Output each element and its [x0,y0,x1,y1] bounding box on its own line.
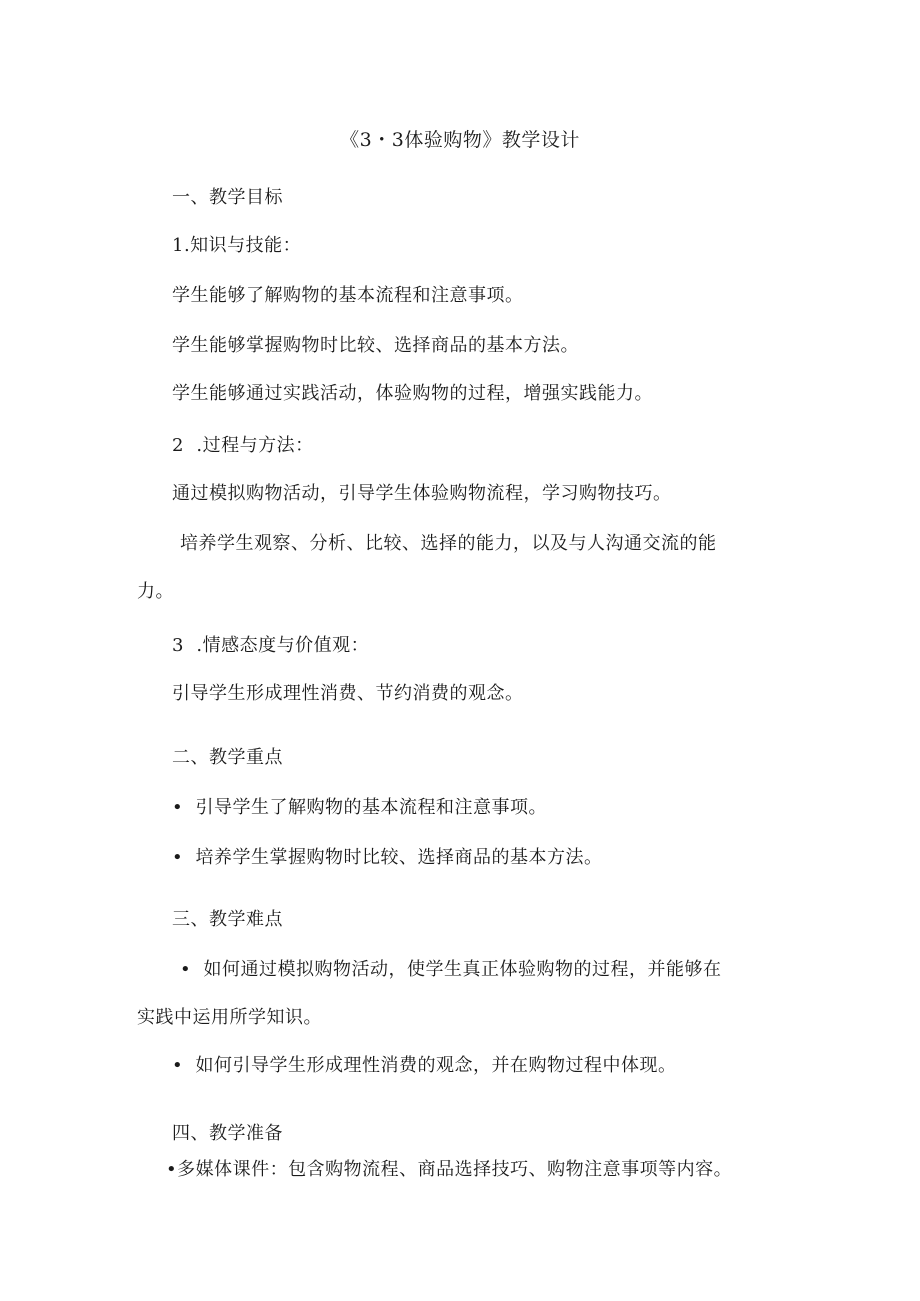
paragraph: 通过模拟购物活动，引导学生体验购物流程，学习购物技巧。 [172,483,672,504]
list-item: • 如何通过模拟购物活动，使学生真正体验购物的过程，并能够在 [180,959,722,980]
section-heading-preparation: 四、教学准备 [172,1123,283,1144]
section-heading-difficulties: 三、教学难点 [172,909,283,930]
subheading-knowledge-skills: 1.知识与技能： [172,235,302,256]
paragraph: 培养学生观察、分析、比较、选择的能力，以及与人沟通交流的能 [180,533,717,554]
list-item: • 培养学生掌握购物时比较、选择商品的基本方法。 [172,847,603,868]
paragraph-continuation: 力。 [137,581,174,602]
paragraph: 引导学生形成理性消费、节约消费的观念。 [172,683,524,704]
paragraph: 学生能够通过实践活动，体验购物的过程，增强实践能力。 [172,383,653,404]
list-item: • 引导学生了解购物的基本流程和注意事项。 [172,797,548,818]
list-item-continuation: 实践中运用所学知识。 [137,1007,322,1028]
subheading-emotion-values: 3 .情感态度与价值观： [172,635,370,656]
section-heading-objectives: 一、教学目标 [172,187,283,208]
subheading-process-methods: 2 .过程与方法： [172,435,314,456]
document-title: 《3・3体验购物》教学设计 [340,129,580,151]
list-item: • 如何引导学生形成理性消费的观念，并在购物过程中体现。 [172,1055,677,1076]
section-heading-key-points: 二、教学重点 [172,747,283,768]
list-item: •多媒体课件：包含购物流程、商品选择技巧、购物注意事项等内容。 [166,1159,733,1180]
paragraph: 学生能够掌握购物时比较、选择商品的基本方法。 [172,335,579,356]
paragraph: 学生能够了解购物的基本流程和注意事项。 [172,285,524,306]
